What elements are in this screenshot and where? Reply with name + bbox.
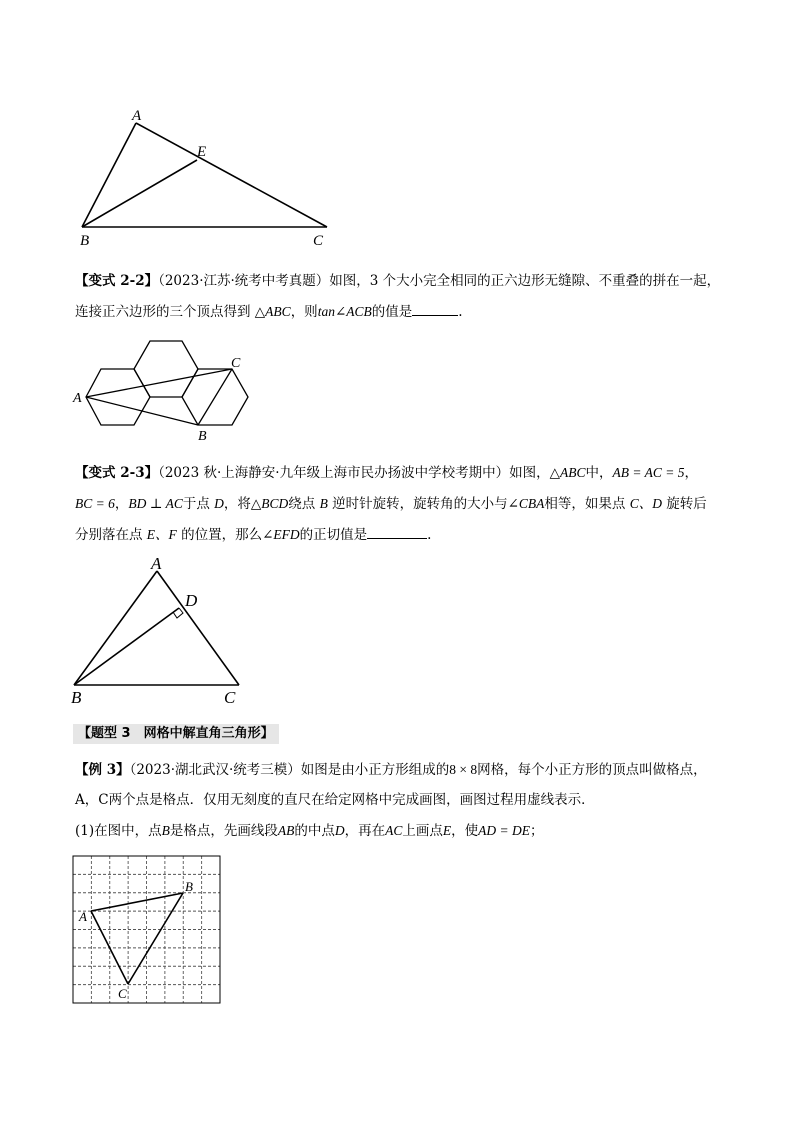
variant-2-2-line1: 【变式 2-2】（2023·江苏·统考中考真题）如图，3 个大小完全相同的正六边形无缝隙、不重叠的拼在一起， (75, 273, 721, 289)
segment-ab (86, 397, 198, 425)
example-3-line2: A，C两个点是格点．仅用无刻度的直尺在给定网格中完成画图，画图过程用虚线表示． (75, 792, 595, 808)
segment-ac (136, 123, 327, 227)
figure-triangle-abd (65, 555, 255, 710)
label-b: B (71, 688, 82, 707)
variant-2-3-source: （2023 秋·上海静安·九年级上海市民办扬波中学校考期中） (158, 465, 510, 481)
variant-2-3-line1: 【变式 2-3】（2023 秋·上海静安·九年级上海市民办扬波中学校考期中）如图，△ABC中，AB = AC = 5， (75, 465, 698, 481)
label-d: D (185, 591, 198, 610)
label-b: B (185, 879, 193, 894)
segment-bc (198, 369, 232, 425)
hexagon-top (134, 341, 198, 397)
figure-triangle-abe (70, 100, 340, 250)
variant-2-3-label: 【变式 2-3】 (75, 465, 159, 481)
example-3-source: （2023·湖北武汉·统考三模） (129, 762, 301, 778)
figure-grid-8x8 (72, 855, 222, 1005)
variant-2-2-label: 【变式 2-2】 (75, 273, 159, 289)
label-b: B (80, 233, 90, 249)
answer-blank (367, 524, 427, 539)
label-a: A (73, 391, 82, 406)
segment-bd (74, 608, 179, 685)
example-3-question-1: (1)在图中，点B是格点，先画线段AB的中点D，再在AC上画点E，使AD = DE； (75, 823, 544, 839)
label-a: A (132, 108, 142, 124)
example-3-line1: 【例 3】（2023·湖北武汉·统考三模）如图是由小正方形组成的8 × 8网格，每个小正方形的顶点叫做格点， (75, 762, 707, 778)
label-c: C (224, 688, 236, 707)
segment-ac (157, 571, 239, 685)
segment-bc (128, 893, 183, 984)
example-3-label: 【例 3】 (75, 762, 130, 778)
figure-three-hexagons (70, 335, 260, 445)
section-heading: 【题型 3 网格中解直角三角形】 (73, 724, 279, 744)
hexagon-left (86, 369, 150, 425)
label-c: C (231, 356, 241, 371)
label-b: B (198, 429, 207, 444)
segment-ac (86, 369, 232, 397)
segment-ab (91, 893, 183, 911)
variant-2-2-source: （2023·江苏·统考中考真题） (158, 273, 330, 289)
label-a: A (79, 909, 87, 924)
variant-2-3-line3: 分别落在点 E、F 的位置，那么∠EFD的正切值是 . (75, 520, 735, 550)
grid-lines (73, 856, 220, 1003)
answer-blank (412, 301, 458, 316)
segment-ab (74, 571, 157, 685)
variant-2-3-line2: BC = 6，BD ⊥ AC于点 D，将△BCD绕点 B 逆时针旋转，旋转角的大小与∠CBA相等，如果点 C、D 旋转后 (75, 496, 707, 512)
label-c: C (313, 233, 324, 249)
variant-2-2-line2: 连接正六边形的三个顶点得到 △ABC，则tan∠ACB的值是 . (75, 297, 735, 327)
label-e: E (197, 144, 207, 160)
label-c: C (118, 986, 127, 1001)
label-a: A (151, 554, 162, 573)
